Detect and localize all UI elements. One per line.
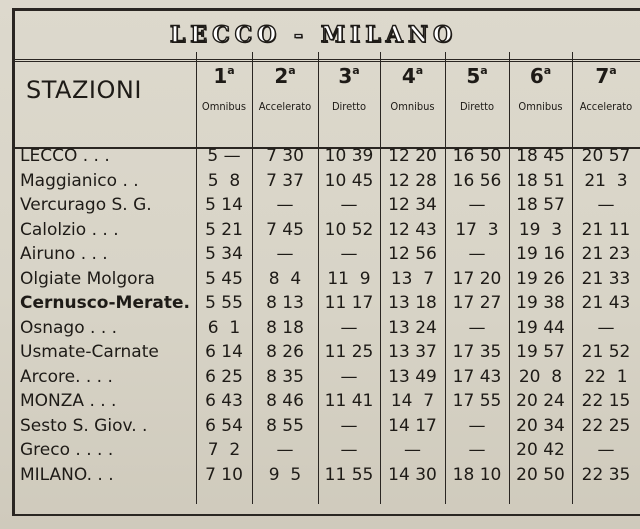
departure-time: 12 56 [388, 244, 437, 264]
departure-time: — [276, 195, 294, 215]
stations-column-header: STAZIONI [26, 76, 142, 104]
train-number-value: 3 [338, 64, 353, 88]
departure-time: 19 16 [516, 244, 565, 264]
departure-time: 11 41 [324, 391, 374, 411]
departure-time: 22 1 [584, 366, 628, 387]
train-number-suffix: a [288, 64, 296, 77]
departure-time: — [597, 440, 615, 460]
departure-time: 7 2 [207, 440, 241, 460]
train-type: Accelerato [579, 100, 633, 113]
departure-time: 21 33 [581, 268, 631, 289]
departure-time: 22 35 [581, 464, 631, 485]
departure-time: 21 11 [581, 219, 631, 240]
train-type: Diretto [331, 100, 367, 113]
train-number-value: 5 [466, 64, 481, 88]
departure-time: — [340, 244, 358, 264]
station-name: Maggianico . . [20, 170, 139, 191]
departure-time: 20 24 [516, 391, 565, 411]
station-name: Olgiate Molgora [20, 268, 155, 289]
train-number-value: 2 [274, 64, 289, 88]
departure-time: — [340, 317, 358, 338]
departure-time: 6 25 [205, 366, 243, 387]
departure-time: 17 43 [452, 366, 502, 387]
departure-time: 8 13 [266, 293, 304, 313]
departure-time: 14 17 [388, 415, 437, 436]
departure-time: 6 54 [205, 415, 243, 436]
departure-time: 18 51 [516, 170, 565, 191]
departure-time: 8 18 [266, 317, 304, 338]
train-number [196, 64, 252, 88]
departure-time: 21 3 [584, 170, 628, 191]
departure-time: — [340, 415, 358, 436]
train-number-value: 4 [401, 64, 416, 88]
departure-time: — [276, 440, 294, 460]
departure-time: 8 46 [266, 391, 304, 411]
station-name: Cernusco-Merate. [20, 293, 190, 313]
train-type: Accelerato [258, 100, 312, 113]
departure-time: 12 28 [388, 170, 437, 191]
departure-time: 20 8 [518, 366, 563, 387]
departure-time: — [340, 195, 358, 215]
departure-time: 5 21 [205, 219, 243, 240]
train-number [509, 64, 572, 88]
departure-time: 20 42 [516, 440, 565, 460]
departure-time: 20 50 [516, 464, 565, 485]
train-number [380, 64, 445, 88]
train-number-suffix: a [352, 64, 360, 77]
departure-time: 13 37 [388, 342, 437, 362]
station-name: Osnago . . . [20, 317, 118, 338]
departure-time: 16 50 [452, 146, 502, 166]
departure-time: — [468, 317, 486, 338]
departure-time: 11 55 [324, 464, 374, 485]
departure-time: 19 57 [516, 342, 565, 362]
departure-time: 19 26 [516, 268, 565, 289]
station-name: Calolzio . . . [20, 219, 119, 240]
departure-time: 11 9 [327, 268, 371, 289]
departure-time: 7 30 [266, 146, 304, 166]
departure-time: 17 20 [452, 268, 502, 289]
departure-time: 13 24 [388, 317, 437, 338]
timetable-title: LECCO - MILANO [169, 22, 458, 48]
departure-time: — [468, 244, 486, 264]
departure-time: 19 44 [516, 317, 565, 338]
departure-time: — [276, 244, 294, 264]
departure-time: 16 56 [452, 170, 502, 191]
station-name: Vercurago S. G. [20, 195, 152, 215]
departure-time: 17 35 [452, 342, 502, 362]
station-name: LECCO . . . [20, 146, 110, 166]
departure-time: 7 10 [205, 464, 243, 485]
departure-time: — [468, 415, 486, 436]
train-number-value: 6 [529, 64, 544, 88]
departure-time: 13 18 [388, 293, 437, 313]
departure-time: — [597, 317, 615, 338]
departure-time: 22 25 [581, 415, 631, 436]
departure-time: 20 57 [581, 146, 631, 166]
departure-time: 5 — [207, 146, 241, 166]
station-name: Usmate-Carnate [20, 342, 159, 362]
train-type: Diretto [459, 100, 495, 113]
train-type: Omnibus [201, 100, 247, 113]
departure-time: 13 7 [390, 268, 435, 289]
departure-time: 10 39 [324, 146, 374, 166]
departure-time: 6 43 [205, 391, 243, 411]
train-number-value: 1 [213, 64, 228, 88]
departure-time: 6 14 [205, 342, 243, 362]
station-name: Greco . . . . [20, 440, 114, 460]
departure-time: 19 3 [518, 219, 563, 240]
departure-time: 17 27 [452, 293, 502, 313]
departure-time: — [597, 195, 615, 215]
station-name: MONZA . . . [20, 391, 117, 411]
train-number [252, 64, 318, 88]
departure-time: 10 52 [324, 219, 374, 240]
departure-time: 14 30 [388, 464, 437, 485]
departure-time: 18 10 [452, 464, 502, 485]
departure-time: — [340, 366, 358, 387]
departure-time: 11 17 [324, 293, 374, 313]
departure-time: 9 5 [268, 464, 302, 485]
station-name: Arcore. . . . [20, 366, 113, 387]
departure-time: 21 43 [581, 293, 631, 313]
departure-time: — [404, 440, 421, 460]
departure-time: 21 52 [581, 342, 631, 362]
departure-time: 8 26 [266, 342, 304, 362]
train-number [572, 64, 640, 88]
departure-time: 17 55 [452, 391, 502, 411]
departure-time: 20 34 [516, 415, 565, 436]
departure-time: 8 55 [266, 415, 304, 436]
train-number-suffix: a [543, 64, 552, 77]
departure-time: 8 4 [268, 268, 302, 289]
departure-time: 12 34 [388, 195, 437, 215]
train-number-suffix: a [415, 64, 424, 77]
station-name: MILANO. . . [20, 464, 114, 485]
departure-time: 22 15 [581, 391, 631, 411]
departure-time: 12 43 [388, 219, 437, 240]
departure-time: — [340, 440, 358, 460]
departure-time: 6 1 [207, 317, 241, 338]
departure-time: 7 45 [266, 219, 304, 240]
title-band [15, 11, 640, 62]
departure-time: 19 38 [516, 293, 565, 313]
train-type: Omnibus [518, 100, 563, 113]
departure-time: — [468, 195, 486, 215]
departure-time: 11 25 [324, 342, 374, 362]
departure-time: 18 57 [516, 195, 565, 215]
train-number-suffix: a [609, 64, 617, 77]
departure-time: 5 55 [205, 293, 243, 313]
departure-time: 14 7 [390, 391, 435, 411]
departure-time: 21 23 [581, 244, 631, 264]
train-number [445, 64, 509, 88]
departure-time: 7 37 [266, 170, 304, 191]
departure-time: 8 35 [266, 366, 304, 387]
train-number [318, 64, 380, 88]
departure-time: 12 20 [388, 146, 437, 166]
train-number-value: 7 [595, 64, 610, 88]
train-type: Omnibus [390, 100, 435, 113]
departure-time: 17 3 [455, 219, 499, 240]
departure-time: 10 45 [324, 170, 374, 191]
departure-time: 5 14 [205, 195, 243, 215]
departure-time: — [468, 440, 486, 460]
station-name: Sesto S. Giov. . [20, 415, 148, 436]
station-name: Airuno . . . [20, 244, 108, 264]
departure-time: 5 8 [207, 170, 241, 191]
train-number-suffix: a [227, 64, 235, 77]
departure-time: 18 45 [516, 146, 565, 166]
train-number-suffix: a [480, 64, 488, 77]
departure-time: 5 45 [205, 268, 243, 289]
departure-time: 13 49 [388, 366, 437, 387]
departure-time: 5 34 [205, 244, 243, 264]
